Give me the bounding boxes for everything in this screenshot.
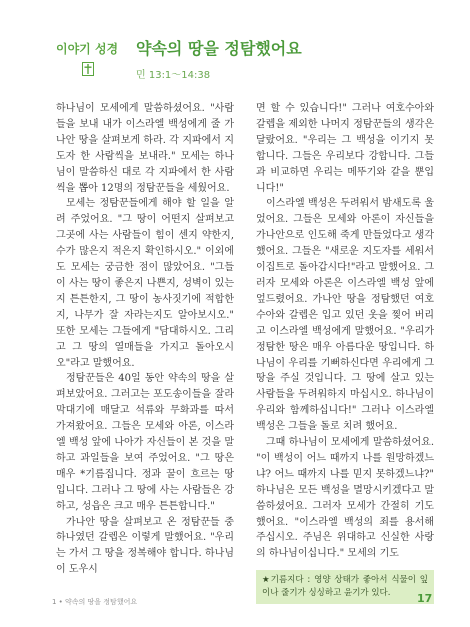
scripture-reference: 민 13:1～14:38	[136, 70, 211, 81]
right-column	[256, 101, 434, 604]
paragraph: 면 할 수 있습니다!" 그러나 여호수아와 갈렙을 제외한 나머지 정탐꾼들의 생각은 달랐어요. "우리는 그 백성을 이기지 못합니다. 그들은 우리보다 강합니다. 그들과 비교하면 우리는 메뚜기와 같을 뿐입니다!"	[256, 103, 434, 194]
category-label: 이야기 성경	[56, 42, 119, 56]
page-title: 약속의 땅을 정탐했어요	[136, 39, 302, 58]
footnote-box: ★기름지다 : 영양 상태가 좋아서 식물이 잎이나 줄기가 싱싱하고 윤기가 있다.	[256, 570, 434, 604]
paragraph: 이스라엘 백성은 두려워서 밤새도록 울었어요. 그들은 모세와 아론이 자신들을 가나안으로 인도해 죽게 만들었다고 생각했어요. 그들은 "새로운 지도자를 세워서 이집트로 돌아갑시다!"라고 말했어요. 그러자 모세와 아론은 이스라엘 백성 앞에 엎드렸어요. 가나안 땅을 정탐했던 여호수아와 갈렙은 입고 있던 옷을 찢어 버리고 이스라엘 백성에게 말했어요. "우리가 정탐한 땅은 매우 아름다운 땅입니다. 하나님이 우리를 기뻐하신다면 우리에게 그 땅을 주실 것입니다. 그 땅에 살고 있는 사람들을 두려워하지 마십시오. 하나님이 우리와 함께하십니다!" 그러나 이스라엘 백성은 그들을 돌로 치려 했어요.	[256, 198, 434, 433]
paragraph: 정탐꾼들은 40일 동안 약속의 땅을 살펴보았어요. 그러고는 포도송이들을 잘라 막대기에 매달고 석류와 무화과를 따서 가져왔어요. 그들은 모세와 아론, 이스라엘 백성 앞에 나아가 자신들이 본 것을 말하고 과일들을 보여 주었어요. "그 땅은 매우 *기름집니다. 정과 꿀이 흐르는 땅입니다. 그러나 그 땅에 사는 사람들은 강하고, 성읍은 크고 매우 튼튼합니다."	[56, 373, 234, 512]
paragraph: 그때 하나님이 모세에게 말씀하셨어요. "이 백성이 어느 때까지 나를 원망하겠느냐? 어느 때까지 나를 믿지 못하겠느냐?" 하나님은 모든 백성을 멸망시키겠다고 말씀하셨어요. 그러자 모세가 간절히 기도했어요. "이스라엘 백성의 죄를 용서해 주십시오. 주님은 위대하고 신실한 사랑의 하나님이십니다." 모세의 기도	[256, 437, 434, 560]
left-column	[56, 101, 234, 578]
paragraph: 모세는 정탐꾼들에게 해야 할 일을 알려 주었어요. "그 땅이 어떤지 살펴보고 그곳에 사는 사람들이 힘이 센지 약한지, 수가 많은지 적은지 확인하시오." 이외에도 모세는 궁금한 점이 많았어요. "그들이 사는 땅이 좋은지 나쁜지, 성벽이 있는지 튼튼한지, 그 땅이 농사짓기에 적합한지, 나무가 잘 자라는지도 알아보시오." 또한 모세는 그들에게 "담대하시오. 그리고 그 땅의 열매들을 가지고 돌아오시오"라고 말했어요.	[56, 198, 234, 369]
page-number: 17	[417, 592, 433, 605]
paragraph: 가나안 땅을 살펴보고 온 정탐꾼들 중 하나였던 갈렙은 이렇게 말했어요. "우리는 가서 그 땅을 정복해야 합니다. 하나님이 도우시	[56, 516, 234, 576]
cross-icon-glyph	[84, 64, 92, 74]
cross-icon	[82, 62, 94, 76]
footer-section-label: 1 • 약속의 땅을 정탐했어요	[52, 598, 138, 606]
paragraph: 하나님이 모세에게 말씀하셨어요. "사람들을 보내 내가 이스라엘 백성에게 줄 가나안 땅을 살펴보게 하라. 각 지파에서 지도자 한 사람씩을 보내라." 모세는 하나님이 말씀하신 대로 각 지파에서 한 사람씩을 뽑아 12명의 정탐꾼들을 세웠어요.	[56, 103, 234, 194]
page-header	[56, 40, 436, 90]
